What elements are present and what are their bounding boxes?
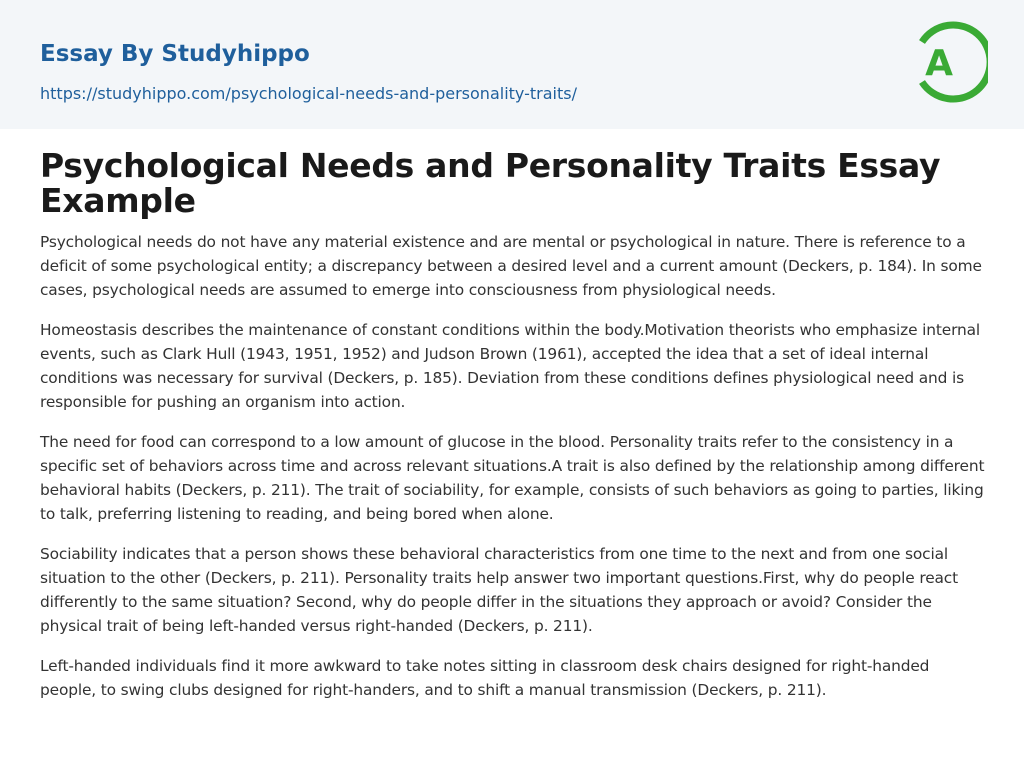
article-paragraph: Homeostasis describes the maintenance of constant conditions within the body.Motivation theorists who emphasize internal events, such as Clark Hull (1943, 1951, 1952) and Judson Brown (1961), accepted the idea that a set of ideal internal conditions was necessary for survival (Deckers, p. 185). Deviation from these conditions defines physiological need and is responsible for pushing an organism into action.	[40, 321, 980, 411]
article-content	[40, 148, 988, 702]
article-paragraph: Left-handed individuals find it more awkward to take notes sitting in classroom desk chairs designed for right-handed people, to swing clubs designed for right-handers, and to shift a manual transmission (Deckers, p. 211).	[40, 657, 930, 699]
site-header	[0, 0, 1024, 129]
article-title: Psychological Needs and Personality Traits Essay Example	[40, 146, 941, 220]
logo-letter: A	[925, 43, 953, 84]
studyhippo-logo-icon[interactable]	[912, 18, 988, 106]
article-paragraph: The need for food can correspond to a low amount of glucose in the blood. Personality traits refer to the consistency in a specific set of behaviors across time and across relevant situations.A trait is also defined by the relationship among different behavioral habits (Deckers, p. 211). The trait of sociability, for example, consists of such behaviors as going to parties, liking to talk, preferring listening to reading, and being bored when alone.	[40, 433, 985, 523]
page-url-link[interactable]: https://studyhippo.com/psychological-needs-and-personality-traits/	[40, 84, 577, 103]
article-paragraph: Sociability indicates that a person shows these behavioral characteristics from one time to the next and from one social situation to the other (Deckers, p. 211). Personality traits help answer two important questions.First, why do people react differently to the same situation? Second, why do people differ in the situations they approach or avoid? Consider the physical trait of being left-handed versus right-handed (Deckers, p. 211).	[40, 545, 958, 635]
article-paragraph: Psychological needs do not have any material existence and are mental or psychological in nature. There is reference to a deficit of some psychological entity; a discrepancy between a desired level and a current amount (Deckers, p. 184). In some cases, psychological needs are assumed to emerge into consciousness from physiological needs.	[40, 233, 982, 299]
site-brand[interactable]: Essay By Studyhippo	[40, 41, 310, 67]
